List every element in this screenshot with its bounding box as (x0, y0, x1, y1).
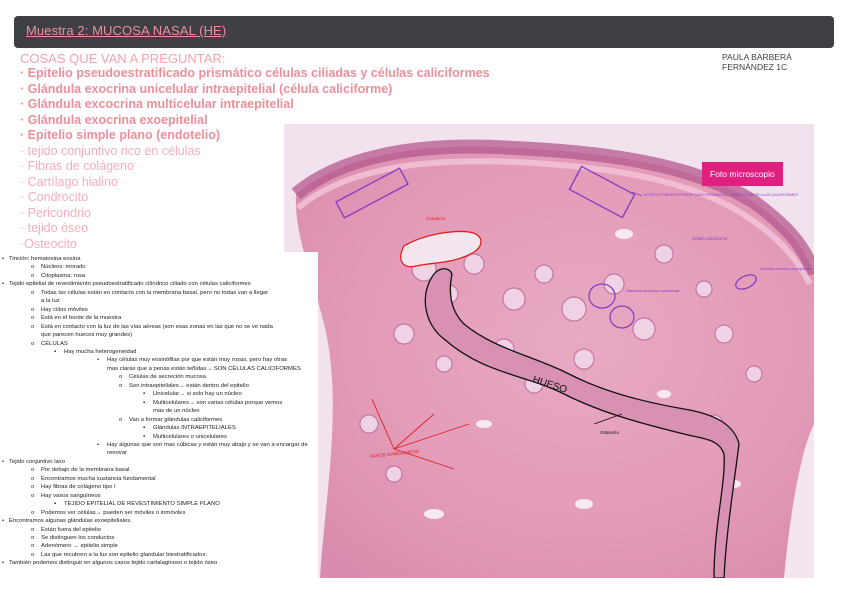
note-bullet: o (119, 374, 123, 381)
question-item: · Fibras de colágeno (20, 159, 134, 173)
note-item (0, 475, 318, 483)
note-item (0, 407, 318, 415)
note-bullet: • (97, 357, 100, 364)
note-bullet: o (31, 315, 35, 322)
note-item (0, 280, 318, 288)
note-bullet: ▪ (54, 501, 57, 508)
study-notes (0, 252, 318, 568)
note-text: Hay cilios móviles (41, 306, 88, 313)
note-text: Las que recubren a la luz son epitelio glandular biestratificados. (41, 551, 208, 558)
note-text: Podemos ver células→ pueden ser móviles o inmóviles (41, 509, 186, 516)
note-item (0, 331, 318, 339)
note-text: Son intraepiteliales→ están dentro del epitelio (129, 382, 249, 389)
note-text: Por debajo de la membrana basal (41, 467, 130, 474)
note-item (0, 323, 318, 331)
page-title: Muestra 2: MUCOSA NASAL (HE) (26, 23, 227, 38)
note-item (0, 433, 318, 441)
note-bullet: o (31, 306, 35, 313)
note-text: Hay vasos sanguíneos (41, 492, 101, 499)
note-text: Células de secreción mucosa (129, 374, 206, 381)
note-item (0, 492, 318, 500)
note-text: Núcleos: morado (41, 264, 86, 271)
note-bullet: ▪ (54, 348, 57, 355)
note-item (0, 559, 318, 567)
note-bullet: ▪ (143, 433, 146, 440)
note-bullet: ▪ (143, 399, 146, 406)
note-item (0, 551, 318, 559)
question-item: · Epitelio simple plano (endotelio) (20, 128, 221, 142)
note-bullet: o (31, 475, 35, 482)
study-notes-panel (0, 252, 318, 599)
note-item (0, 314, 318, 322)
note-text: Tinción: hematoxina eosina (9, 256, 81, 262)
note-text: Está en el borde de la muestra (41, 315, 122, 322)
title-bar (14, 16, 834, 48)
note-item (0, 373, 318, 381)
note-bullet: o (31, 509, 35, 516)
note-item (0, 424, 318, 432)
question-item: · Epitelio pseudoestratificado prismático células ciliadas y células caliciformes (20, 66, 490, 80)
note-item (0, 526, 318, 534)
note-text: Van a formar glándulas caliciformes (129, 416, 223, 423)
question-item: · Glándula exocrina exoepitelial (20, 112, 208, 127)
note-bullet: o (31, 492, 35, 499)
note-bullet: • (97, 441, 100, 448)
note-item (0, 348, 318, 356)
note-bullet: o (31, 289, 35, 296)
note-bullet: ▪ (143, 425, 146, 432)
note-item (0, 340, 318, 348)
goblet-cell-label: Célula caliciforme (692, 236, 728, 241)
note-text: Tejido conjuntivo laxo (9, 458, 65, 465)
note-item (0, 449, 318, 457)
note-bullet: o (31, 484, 35, 491)
duct-label: Conducto (426, 216, 446, 221)
note-text: Hay mucha heterogeneidad (64, 348, 137, 355)
note-text: Adenómero → epitelio simple (41, 543, 118, 550)
micrograph-figure (284, 124, 814, 578)
note-text: Están fuera del epitelio (41, 526, 101, 533)
bone-label: HUESO (531, 374, 569, 396)
note-item (0, 365, 318, 373)
author-block (722, 52, 792, 72)
note-bullet: • (2, 560, 5, 567)
question-item: · Condrocito (20, 190, 89, 204)
note-text: a la luz (41, 298, 60, 305)
note-text: Glándulas INTRAEPITELIALES (153, 425, 236, 432)
note-text: También podemos distinguir en algunos casos tejido cartalaginoso o tejido óseo (9, 560, 218, 567)
note-text: Hay fibras de colágeno tipo I (41, 484, 116, 491)
note-bullet: o (31, 272, 35, 279)
note-text: Está en contacto con la luz de las vías aéreas (son esas zonas en las que no se ve nada (41, 323, 273, 330)
note-item (0, 458, 318, 466)
note-item (0, 306, 318, 314)
note-item (0, 255, 318, 263)
note-item (0, 466, 318, 474)
note-bullet: • (2, 256, 5, 262)
note-item (0, 399, 318, 407)
question-item: · Glándula exocrina unicelular intraepitelial (célula caliciforme) (20, 81, 393, 96)
note-bullet: • (2, 518, 5, 525)
photo-badge: Foto microscopio (702, 162, 783, 186)
questions-heading: COSAS QUE VAN A PREGUNTAR: (20, 51, 226, 66)
note-text: mas claras que a penas están teñidas→ SON CÉLULAS CALICIFORMES (107, 365, 301, 372)
note-item (0, 390, 318, 398)
note-item (0, 263, 318, 271)
exoepithelial-gland-label: Glándula exocrina exoepitelial (760, 267, 811, 271)
note-item (0, 534, 318, 542)
note-text: Unicelular→ si solo hay un núcleo (153, 391, 242, 398)
multicellular-gland-label: Glándula exocrina multicelular (626, 288, 680, 293)
note-item (0, 509, 318, 517)
note-item (0, 441, 318, 449)
note-item (0, 517, 318, 525)
vessels-label: VASOS SANGUÍNEOS (369, 449, 420, 460)
note-bullet: o (31, 467, 35, 474)
note-item (0, 500, 318, 508)
note-text: Hay algunas que son mas cúbicas y están muy abajo y se van a encargar de (107, 441, 308, 448)
note-item (0, 416, 318, 424)
note-text: Encontramos algunas glándulas exoepiteliales. (9, 518, 132, 525)
note-bullet: o (31, 551, 35, 558)
note-bullet: • (2, 458, 5, 465)
question-item: · tejido conjuntivo rico en células (20, 143, 201, 158)
question-item: · Glándula excocrina multicelular intraepitelial (20, 97, 294, 111)
note-text: Todas las células están en contacto con la membrana basal, pero no todas van a llegar (41, 289, 269, 296)
note-bullet: o (31, 534, 35, 541)
note-text: CÉLULAS (41, 340, 68, 347)
note-item (0, 542, 318, 550)
note-item (0, 272, 318, 280)
author-class: FERNÁNDEZ 1C (722, 62, 788, 72)
note-bullet: o (31, 340, 35, 347)
note-bullet: o (31, 526, 35, 533)
note-text: mas de un núcleo (153, 408, 200, 415)
author-name: PAULA BARBERÁ (722, 52, 792, 62)
note-bullet: o (31, 543, 35, 550)
note-item (0, 289, 318, 297)
note-item (0, 382, 318, 390)
note-bullet: o (119, 416, 123, 423)
note-text: que parecen huecos muy grandes) (41, 332, 133, 339)
note-bullet: o (31, 264, 35, 271)
note-text: Encontramos mucha sustancia fundamental (41, 475, 156, 482)
note-text: Hay células muy eosinófilas por que están muy rosas, pero hay otras (107, 357, 288, 364)
micrograph-image (284, 124, 814, 578)
note-bullet: o (31, 323, 35, 330)
question-item: · tejido óseo (20, 221, 89, 235)
note-item (0, 483, 318, 491)
note-bullet: o (119, 382, 123, 389)
note-bullet: ▪ (143, 391, 146, 398)
epithelium-label: EPITELIO PSEUDOESTRATIFICADO PRISMÁTICO CILIADO CON CÉLULAS CALICIFORMES (644, 193, 798, 197)
note-item (0, 297, 318, 305)
osteocyte-label: Osteocito (600, 430, 620, 435)
note-text: Tejido epitelial de revestimiento pseudoestratificado cilíndrico ciliado con células caliciformes (9, 281, 251, 288)
note-text: Citoplasma: rosa (41, 272, 86, 279)
note-text: TEJIDO EPITELIAL DE REVESTIMIENTO SIMPLE PLANO (64, 501, 220, 508)
question-item: ·Osteocito (20, 236, 77, 251)
note-text: Se distinguen los conductos (41, 534, 115, 541)
note-text: Multicelulares o unicelulares (153, 433, 227, 440)
note-text: renovar (107, 450, 127, 457)
note-text: Multicelulares→ son varias células porque vemos (153, 399, 283, 406)
note-bullet: • (2, 281, 5, 288)
note-item (0, 356, 318, 364)
question-item: · Pericondrio (20, 205, 91, 220)
question-item: · Cartílago hialino (20, 174, 118, 189)
